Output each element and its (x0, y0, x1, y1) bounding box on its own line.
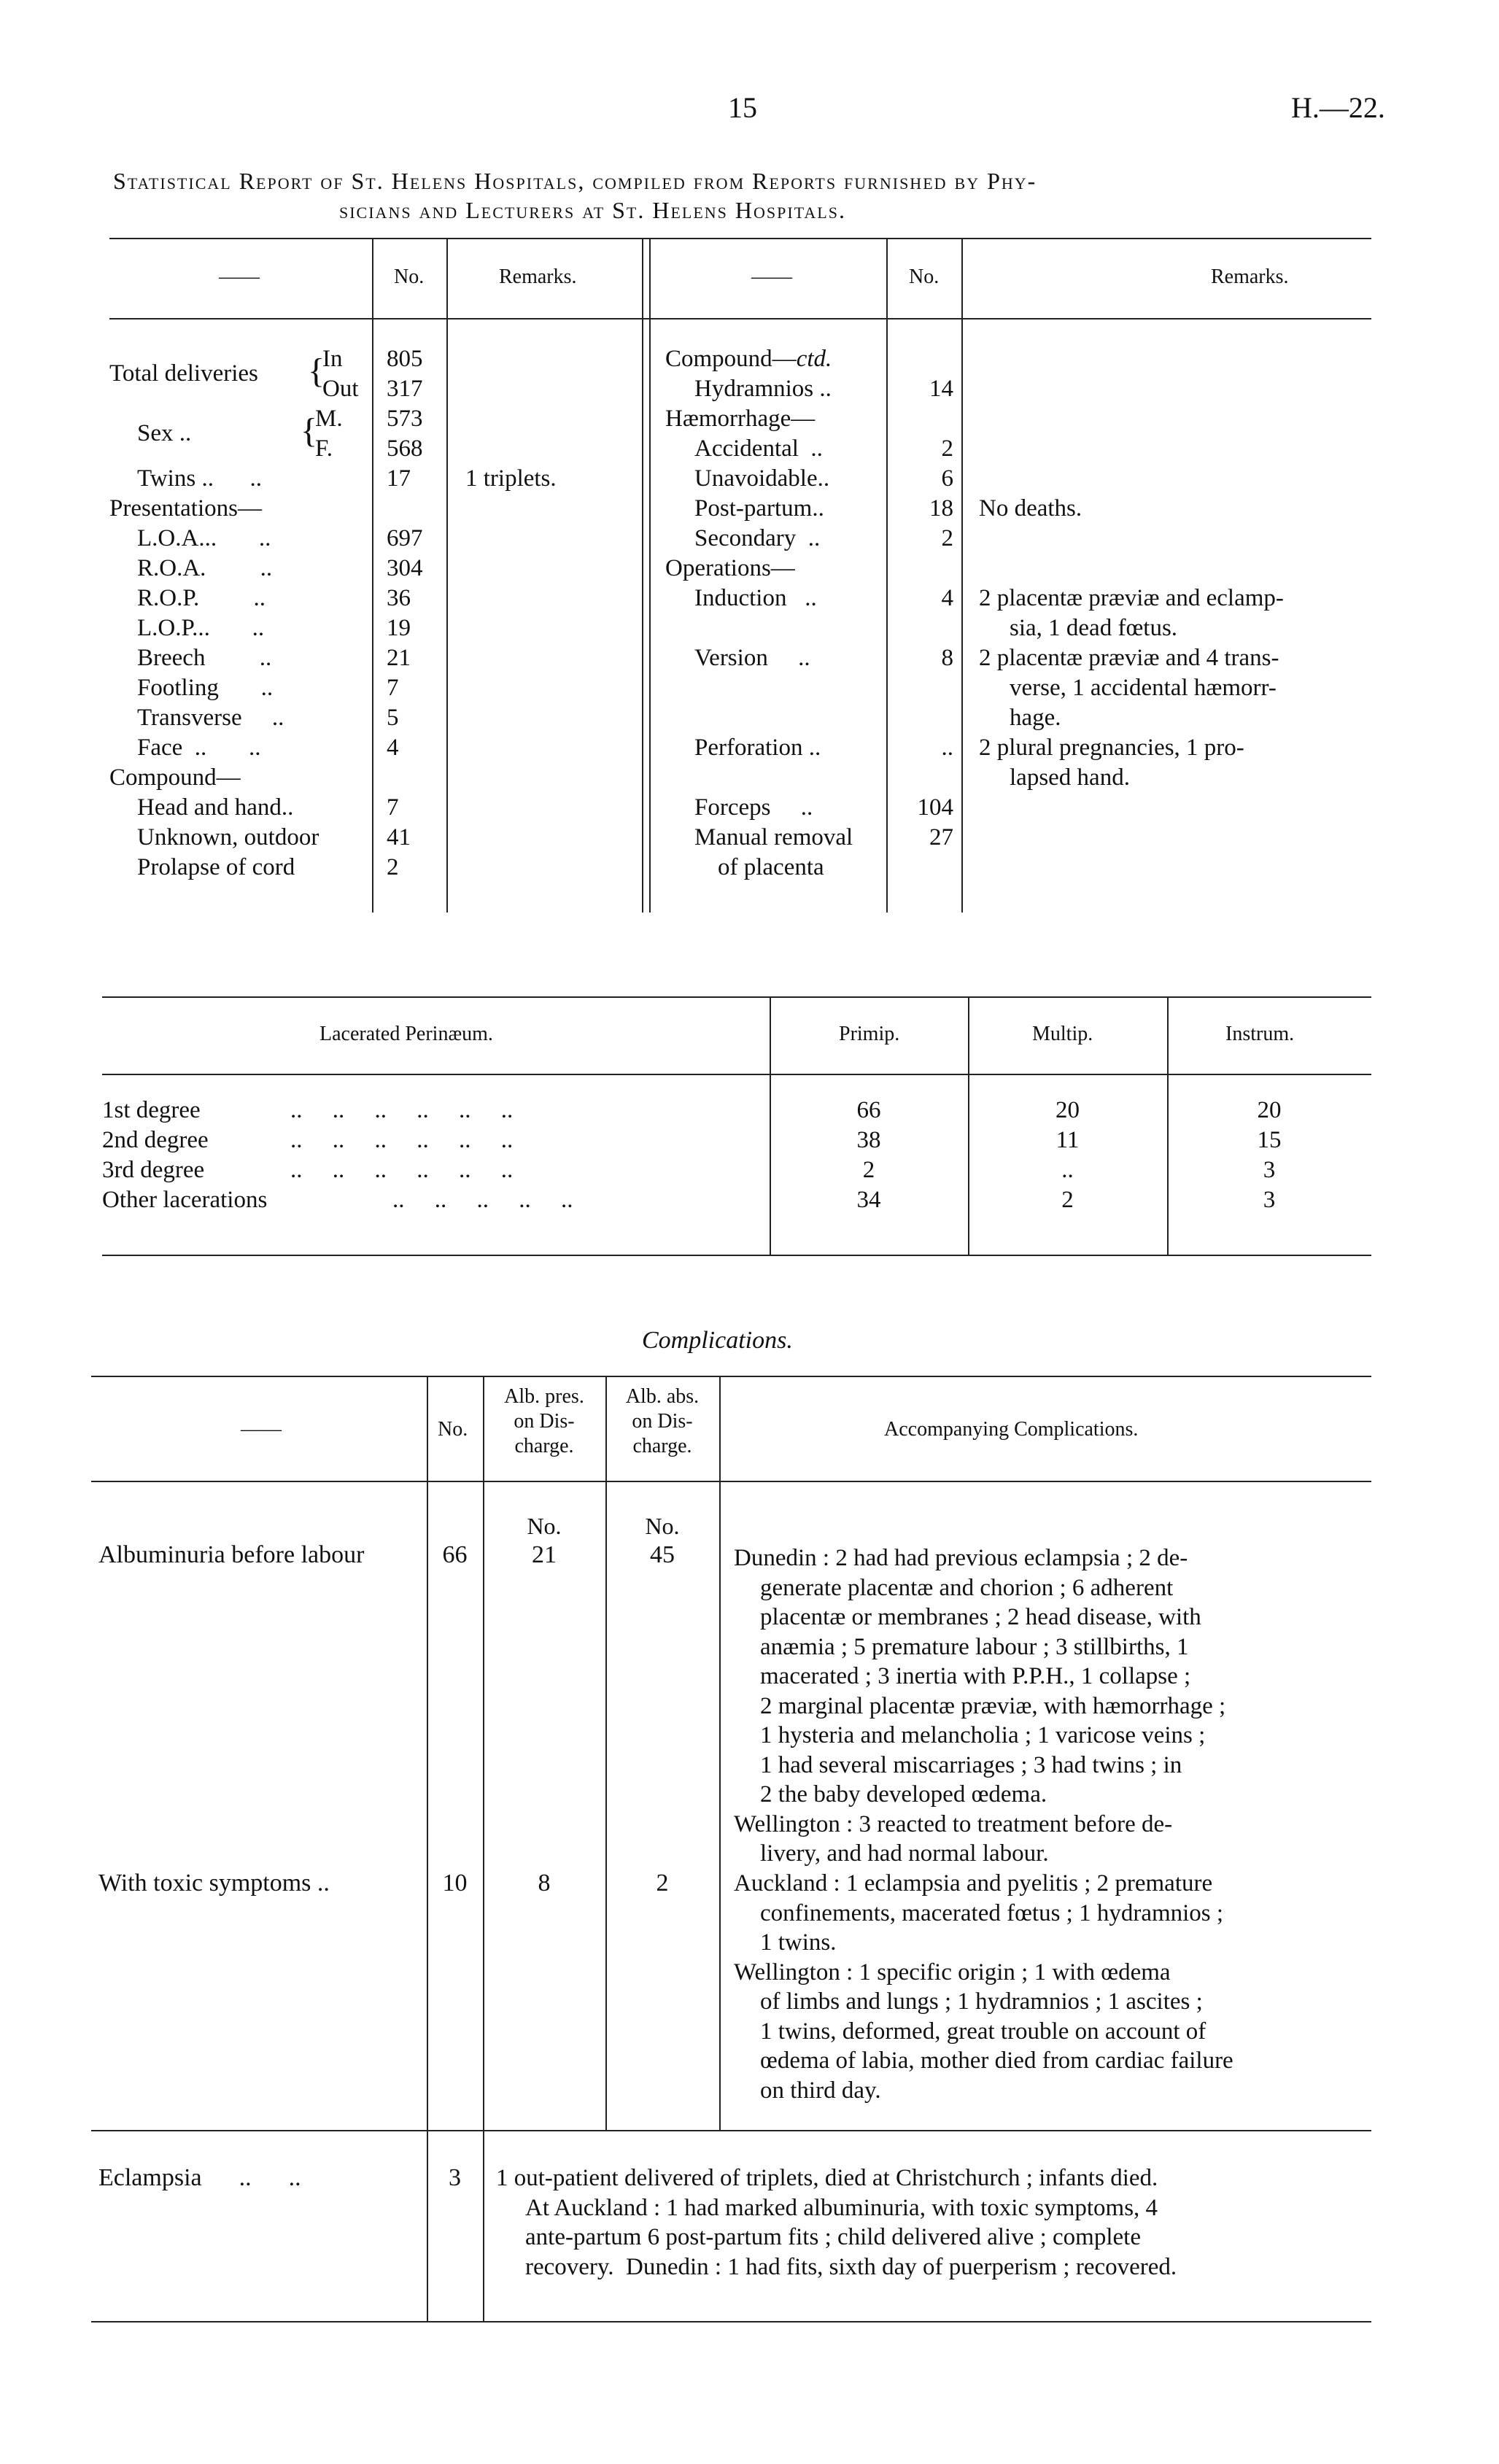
haemorrhage-label: Hæmorrhage— (665, 406, 816, 432)
value: 5 (387, 705, 399, 731)
value: 6 (941, 465, 953, 492)
left-numbers (387, 344, 438, 883)
out-label: Out (322, 376, 359, 402)
table-row (102, 1126, 773, 1155)
roa-label: R.O.A. .. (137, 555, 273, 581)
header-line: Alb. pres. (504, 1385, 584, 1408)
alb-abs-header (605, 1384, 719, 1459)
table-row (102, 1185, 773, 1215)
text-line: macerated ; 3 inertia with P.P.H., 1 collapse ; (760, 1663, 1191, 1689)
hydramnios-label: Hydramnios .. (694, 376, 832, 402)
text-line: 2 marginal placentæ præviæ, with hæmorrhage ; (760, 1692, 1226, 1719)
comp-no-header: No. (438, 1418, 468, 1441)
prolapse-cord-label: Prolapse of cord (137, 854, 295, 880)
value: 317 (387, 376, 423, 402)
secondary-label: Secondary .. (694, 525, 821, 551)
text-line: Dunedin : 2 had had previous eclampsia ; 2 de- (734, 1545, 1188, 1571)
text-line: 1 twins. (760, 1929, 837, 1956)
accidental-label: Accidental .. (694, 435, 823, 462)
instrum-values (1167, 1096, 1371, 1215)
value: 573 (387, 406, 423, 432)
value: 568 (387, 435, 423, 462)
value: 104 (917, 794, 953, 821)
text-line: Auckland : 1 eclampsia and pyelitis ; 2 premature (734, 1870, 1213, 1897)
text-line: recovery. Dunedin : 1 had fits, sixth day of puerperism ; recovered. (525, 2253, 1177, 2280)
brace-icon: { (301, 411, 318, 450)
value: 697 (387, 525, 423, 551)
value: 4 (941, 585, 953, 611)
text-line: anæmia ; 5 premature labour ; 3 stillbirths, 1 (760, 1633, 1189, 1660)
text-line: placentæ or membranes ; 2 head disease, with (760, 1604, 1201, 1630)
text-line: 1 had several miscarriages ; 3 had twins ; in (760, 1751, 1182, 1778)
value: 7 (387, 794, 399, 821)
alb-abs-sub-no: No. (645, 1513, 680, 1539)
header-line: charge. (514, 1435, 574, 1457)
value: 8 (941, 645, 953, 671)
value: 27 (929, 824, 953, 851)
value: 3 (1263, 1187, 1276, 1213)
value: 36 (387, 585, 411, 611)
leader-dots: .. .. .. .. .. .. (290, 1157, 514, 1183)
col-remarks-header-right: Remarks. (1211, 266, 1289, 288)
row-label: 2nd degree (102, 1127, 209, 1153)
albuminuria-alb-pres: 21 (532, 1541, 557, 1568)
value: 14 (929, 376, 953, 402)
leader-dots: .. .. .. .. .. .. (290, 1127, 514, 1153)
value: 66 (856, 1097, 881, 1123)
induction-remark: 2 placentæ præviæ and eclamp- (979, 585, 1284, 611)
lacerated-header: Lacerated Perinæum. (319, 1023, 493, 1045)
value: 15 (1257, 1127, 1282, 1153)
value: 38 (856, 1127, 881, 1153)
laceration-labels (102, 1096, 773, 1215)
page-number: 15 (728, 91, 757, 124)
leader-dots: .. .. .. .. .. (392, 1187, 573, 1213)
of-placenta-label: of placenta (718, 854, 824, 880)
male-label: M. (315, 406, 343, 432)
header-line: charge. (632, 1435, 692, 1457)
text-line: At Auckland : 1 had marked albuminuria, with toxic symptoms, 4 (525, 2194, 1158, 2221)
operations-label: Operations— (665, 555, 795, 581)
breech-label: Breech .. (137, 645, 272, 671)
table-row (102, 1096, 773, 1126)
toxic-alb-abs: 2 (656, 1870, 669, 1897)
toxic-complications (734, 1869, 1368, 2105)
col-dash-header: —— (219, 266, 260, 288)
alb-pres-sub-no: No. (527, 1513, 562, 1539)
lop-label: L.O.P... .. (137, 615, 265, 641)
total-deliveries-label: Total deliveries (109, 360, 258, 387)
value: .. (941, 735, 953, 761)
text-line: 2 the baby developed œdema. (760, 1781, 1047, 1808)
value: 20 (1257, 1097, 1282, 1123)
footling-label: Footling .. (137, 675, 274, 701)
complications-title: Complications. (642, 1327, 793, 1354)
text-line: of limbs and lungs ; 1 hydramnios ; 1 ascites ; (760, 1988, 1203, 2015)
row-label: 1st degree (102, 1097, 201, 1123)
value: 304 (387, 555, 423, 581)
twins-remark: 1 triplets. (465, 465, 557, 492)
leader-dots: .. .. .. .. .. .. (290, 1097, 514, 1123)
text-line: generate placentæ and chorion ; 6 adherent (760, 1574, 1174, 1601)
version-label: Version .. (694, 645, 810, 671)
text-line: Wellington : 3 reacted to treatment before de- (734, 1810, 1173, 1837)
text-line: livery, and had normal labour. (760, 1840, 1049, 1867)
text-line: on third day. (760, 2077, 881, 2104)
value: 41 (387, 824, 411, 851)
value: 2 (941, 435, 953, 462)
value: 2 (1061, 1187, 1074, 1213)
primip-header: Primip. (839, 1023, 900, 1045)
induction-label: Induction .. (694, 585, 817, 611)
value: 4 (387, 735, 399, 761)
value: 20 (1056, 1097, 1080, 1123)
text-line: confinements, macerated fœtus ; 1 hydramnios ; (760, 1899, 1224, 1926)
col-remarks-header: Remarks. (499, 266, 577, 288)
value: 34 (856, 1187, 881, 1213)
value: 3 (1263, 1157, 1276, 1183)
manual-removal-label: Manual removal (694, 824, 853, 851)
value: .. (1061, 1157, 1074, 1183)
transverse-label: Transverse .. (137, 705, 284, 731)
toxic-alb-pres: 8 (538, 1870, 551, 1897)
multip-header: Multip. (1032, 1023, 1093, 1045)
value: 19 (387, 615, 411, 641)
value: 2 (862, 1157, 875, 1183)
text-line: 1 hysteria and melancholia ; 1 varicose veins ; (760, 1722, 1206, 1748)
left-labels (109, 344, 372, 883)
post-partum-label: Post-partum.. (694, 495, 824, 522)
accompanying-header: Accompanying Complications. (884, 1418, 1139, 1441)
comp-dash-header: —— (241, 1418, 282, 1441)
text-line: Wellington : 1 specific origin ; 1 with œdema (734, 1959, 1171, 1985)
value: 11 (1056, 1127, 1080, 1153)
text-line: 1 twins, deformed, great trouble on account of (760, 2018, 1206, 2045)
eclampsia-label: Eclampsia .. .. (98, 2164, 301, 2191)
eclampsia-no: 3 (449, 2164, 461, 2191)
face-label: Face .. .. (137, 735, 261, 761)
report-title-line1: Statistical Report of St. Helens Hospitals, compiled from Reports furnished by Phy- (113, 168, 1037, 194)
rop-label: R.O.P. .. (137, 585, 266, 611)
value: 2 (387, 854, 399, 880)
header-line: on Dis- (632, 1410, 693, 1433)
perforation-remark-cont: lapsed hand. (1010, 764, 1130, 791)
version-remark-cont2: hage. (1010, 705, 1061, 731)
albuminuria-complications (734, 1543, 1368, 1869)
table-row (102, 1155, 773, 1185)
value: 18 (929, 495, 953, 522)
post-partum-remark: No deaths. (979, 495, 1082, 522)
compound-ctd-label: Compound— (665, 346, 797, 372)
multip-values (968, 1096, 1167, 1215)
in-label: In (322, 346, 343, 372)
female-label: F. (315, 435, 333, 462)
value: 805 (387, 346, 423, 372)
right-remarks (979, 344, 1373, 793)
sex-label: Sex .. (137, 420, 192, 446)
induction-remark-cont: sia, 1 dead fœtus. (1010, 615, 1178, 641)
right-labels (665, 344, 884, 883)
text-line: ante-partum 6 post-partum fits ; child delivered alive ; complete (525, 2224, 1141, 2250)
row-label: 3rd degree (102, 1157, 205, 1183)
text-line: œdema of labia, mother died from cardiac failure (760, 2047, 1233, 2074)
value: 17 (387, 465, 411, 492)
value: 7 (387, 675, 399, 701)
version-remark-cont: verse, 1 accidental hæmorr- (1010, 675, 1277, 701)
toxic-no: 10 (442, 1870, 468, 1897)
document-code: H.—22. (1291, 91, 1385, 124)
unknown-outdoor-label: Unknown, outdoor (137, 824, 319, 851)
col-no-header-right: No. (909, 266, 940, 288)
brace-icon: { (308, 352, 325, 390)
text-line: 1 out-patient delivered of triplets, died at Christchurch ; infants died. (496, 2165, 1158, 2191)
report-title-line2: sicians and Lecturers at St. Helens Hospitals. (339, 197, 846, 223)
col-dash-header-right: —— (751, 266, 792, 288)
compound-label: Compound— (109, 764, 241, 791)
eclampsia-complications (496, 2163, 1368, 2282)
ctd-label: ctd. (796, 346, 832, 372)
value: 2 (941, 525, 953, 551)
albuminuria-alb-abs: 45 (650, 1541, 675, 1568)
row-label: Other lacerations (102, 1187, 268, 1213)
col-no-header: No. (394, 266, 425, 288)
presentations-label: Presentations— (109, 495, 262, 522)
head-hand-label: Head and hand.. (137, 794, 294, 821)
unavoidable-label: Unavoidable.. (694, 465, 830, 492)
twins-label: Twins .. .. (137, 465, 262, 492)
forceps-label: Forceps .. (694, 794, 813, 821)
loa-label: L.O.A... .. (137, 525, 271, 551)
alb-pres-header (483, 1384, 605, 1459)
right-numbers (894, 344, 953, 853)
header-line: Alb. abs. (625, 1385, 700, 1408)
toxic-symptoms-label: With toxic symptoms .. (98, 1870, 330, 1897)
instrum-header: Instrum. (1225, 1023, 1295, 1045)
value: 21 (387, 645, 411, 671)
header-line: on Dis- (514, 1410, 575, 1433)
version-remark: 2 placentæ præviæ and 4 trans- (979, 645, 1279, 671)
albuminuria-no: 66 (442, 1541, 468, 1568)
albuminuria-label: Albuminuria before labour (98, 1541, 365, 1568)
primip-values (770, 1096, 968, 1215)
perforation-remark: 2 plural pregnancies, 1 pro- (979, 735, 1244, 761)
perforation-label: Perforation .. (694, 735, 821, 761)
